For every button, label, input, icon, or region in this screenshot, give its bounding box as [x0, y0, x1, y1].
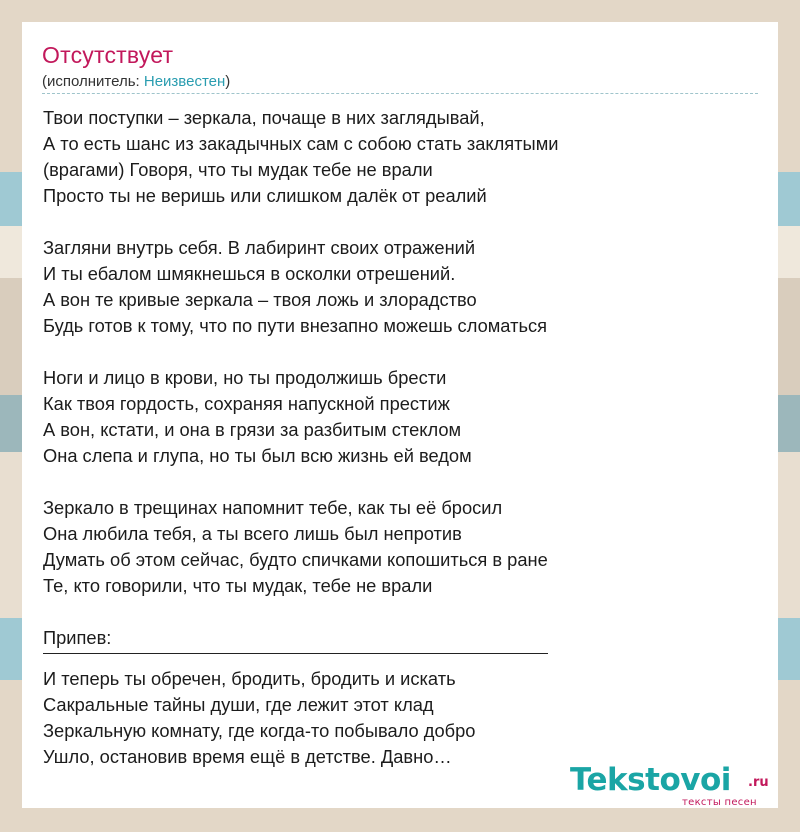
- stanza-gap: [43, 209, 753, 235]
- logo-name: Tekstovoi: [570, 762, 731, 798]
- chorus-separator: [43, 653, 548, 654]
- lyric-line: Думать об этом сейчас, будто спичками копошиться в ране: [43, 549, 548, 570]
- artist-line: [42, 73, 230, 90]
- lyric-line: Сакральные тайны души, где лежит этот клад: [43, 694, 434, 715]
- artist-prefix: (исполнитель:: [42, 73, 144, 90]
- stanza-gap: [43, 469, 753, 495]
- song-title: Отсутствует: [42, 42, 174, 68]
- lyric-line: Твои поступки – зеркала, почаще в них заглядывай,: [43, 107, 485, 128]
- lyric-line: Просто ты не веришь или слишком далёк от реалий: [43, 185, 487, 206]
- lyric-line: (врагами) Говоря, что ты мудак тебе не врали: [43, 159, 433, 180]
- lyric-line: Как твоя гордость, сохраняя напускной престиж: [43, 393, 450, 414]
- logo-tagline: тексты песен: [682, 797, 757, 808]
- header-divider: [42, 93, 758, 94]
- lyrics-body: [43, 105, 753, 770]
- lyric-line: Зеркало в трещинах напомнит тебе, как ты её бросил: [43, 497, 503, 518]
- chorus-label: Припев:: [43, 627, 112, 648]
- lyric-line: Зеркальную комнату, где когда-то побывало добро: [43, 720, 476, 741]
- logo-tld: .ru: [748, 775, 769, 790]
- artist-suffix: ): [225, 73, 231, 90]
- site-logo[interactable]: [570, 762, 780, 808]
- lyric-line: А вон те кривые зеркала – твоя ложь и злорадство: [43, 289, 477, 310]
- stanza-gap: [43, 339, 753, 365]
- lyric-line: Те, кто говорили, что ты мудак, тебе не врали: [43, 575, 433, 596]
- lyric-line: Ушло, остановив время ещё в детстве. Давно…: [43, 746, 452, 767]
- artist-link[interactable]: Неизвестен: [143, 73, 226, 90]
- lyric-line: И теперь ты обречен, бродить, бродить и искать: [43, 668, 456, 689]
- lyric-line: Ноги и лицо в крови, но ты продолжишь брести: [43, 367, 447, 388]
- lyric-line: А то есть шанс из закадычных сам с собою стать заклятыми: [43, 133, 559, 154]
- stanza-gap: [43, 599, 753, 625]
- lyric-line: Она слепа и глупа, но ты был всю жизнь ей ведом: [43, 445, 472, 466]
- lyrics-card: [22, 22, 778, 808]
- lyric-line: И ты ебалом шмякнешься в осколки отрешений.: [43, 263, 456, 284]
- lyric-line: Она любила тебя, а ты всего лишь был непротив: [43, 523, 462, 544]
- lyric-line: А вон, кстати, и она в грязи за разбитым стеклом: [43, 419, 462, 440]
- lyric-line: Загляни внутрь себя. В лабиринт своих отражений: [43, 237, 476, 258]
- lyric-line: Будь готов к тому, что по пути внезапно можешь сломаться: [43, 315, 548, 336]
